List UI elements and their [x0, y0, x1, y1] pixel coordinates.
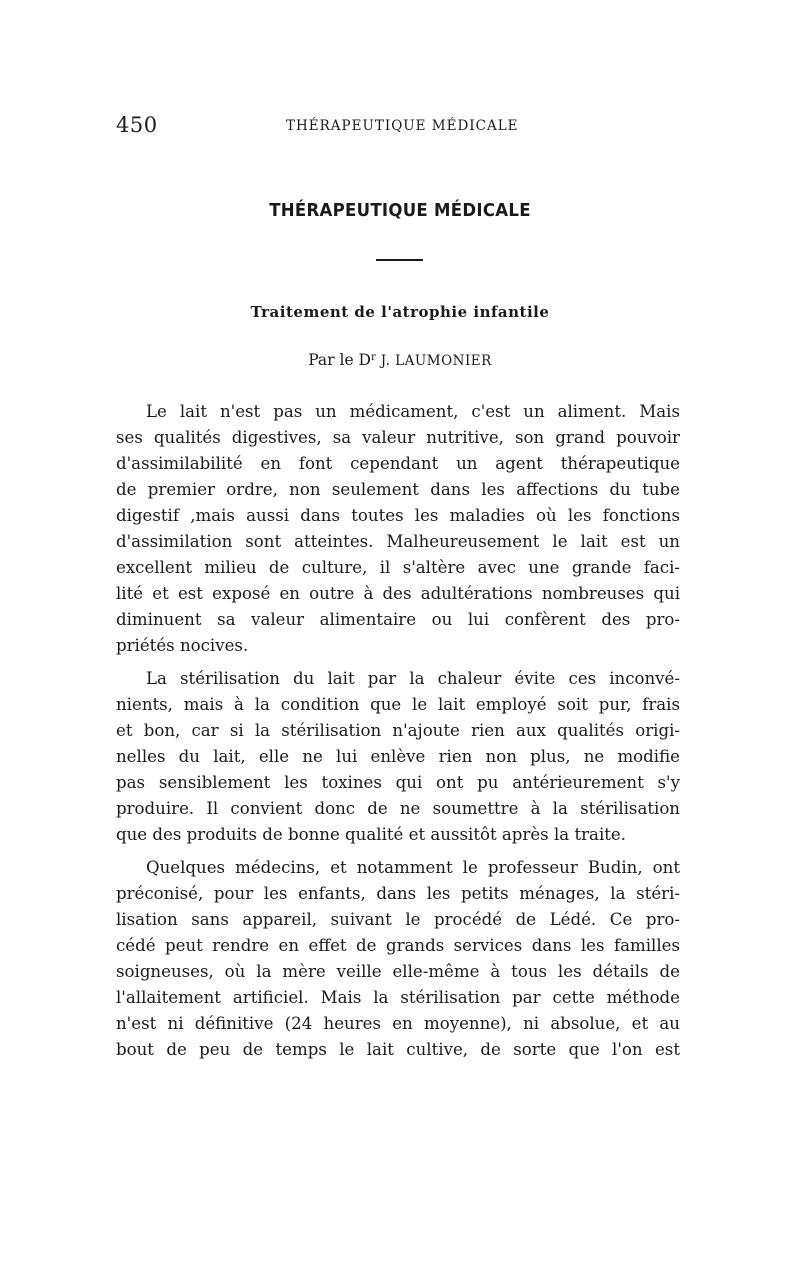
text-line: de premier ordre, non seulement dans les affections du tube: [116, 480, 680, 499]
text-line: d'assimilation sont atteintes. Malheureusement le lait est un: [116, 532, 680, 551]
text-line: d'assimilabilité en font cependant un agent thérapeutique: [116, 454, 680, 473]
text-line: que des produits de bonne qualité et aussitôt après la traite.: [116, 825, 627, 844]
text-line: cédé peut rendre en effet de grands services dans les familles: [116, 936, 680, 955]
byline-prefix: Par le D: [308, 351, 371, 369]
text-line: Le lait n'est pas un médicament, c'est un aliment. Mais: [146, 402, 680, 421]
body-text: [116, 399, 680, 1070]
paragraph-3: [116, 855, 680, 1063]
text-line: lisation sans appareil, suivant le procédé de Lédé. Ce pro-: [116, 910, 680, 929]
text-line: pas sensiblement les toxines qui ont pu antérieurement s'y: [116, 773, 680, 792]
title-rule: [376, 259, 423, 261]
text-line: priétés nocives.: [116, 636, 249, 655]
text-line: et bon, car si la stérilisation n'ajoute rien aux qualités origi-: [116, 721, 680, 740]
byline: [0, 351, 800, 369]
text-line: digestif ,mais aussi dans toutes les maladies où les fonctions: [116, 506, 680, 525]
text-line: ses qualités digestives, sa valeur nutritive, son grand pouvoir: [116, 428, 680, 447]
article-title: Traitement de l'atrophie infantile: [250, 303, 550, 321]
text-line: diminuent sa valeur alimentaire ou lui confèrent des pro-: [116, 610, 680, 629]
text-line: La stérilisation du lait par la chaleur évite ces inconvé-: [146, 669, 680, 688]
text-line: n'est ni définitive (24 heures en moyenne), ni absolue, et au: [116, 1014, 680, 1033]
text-line: nelles du lait, elle ne lui enlève rien non plus, ne modifie: [116, 747, 680, 766]
byline-superscript: r: [370, 352, 376, 363]
text-line: l'allaitement artificiel. Mais la stérilisation par cette méthode: [116, 988, 680, 1007]
text-line: excellent milieu de culture, il s'altère avec une grande faci-: [116, 558, 680, 577]
text-line: Quelques médecins, et notamment le professeur Budin, ont: [146, 858, 680, 877]
section-title: THÉRAPEUTIQUE MÉDICALE: [269, 200, 531, 221]
text-line: lité et est exposé en outre à des adultérations nombreuses qui: [116, 584, 680, 603]
byline-author: J. LAUMONIER: [380, 353, 492, 369]
text-line: nients, mais à la condition que le lait employé soit pur, frais: [116, 695, 680, 714]
page-number: 450: [116, 113, 158, 137]
text-line: soigneuses, où la mère veille elle-même à tous les détails de: [116, 962, 680, 981]
running-title: THÉRAPEUTIQUE MÉDICALE: [286, 118, 519, 134]
paragraph-2: [116, 666, 680, 848]
text-line: produire. Il convient donc de ne soumettre à la stérilisation: [116, 799, 680, 818]
text-line: bout de peu de temps le lait cultive, de sorte que l'on est: [116, 1040, 680, 1059]
text-line: préconisé, pour les enfants, dans les petits ménages, la stéri-: [116, 884, 680, 903]
paragraph-1: [116, 399, 680, 659]
running-head: [116, 113, 680, 141]
